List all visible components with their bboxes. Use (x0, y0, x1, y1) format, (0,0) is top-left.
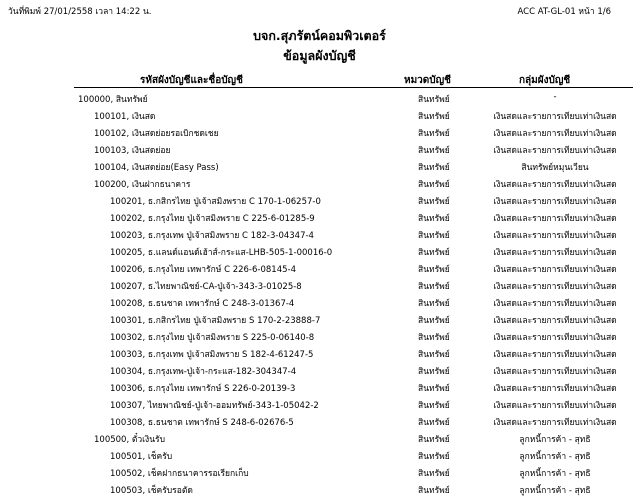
report-code: ACC AT-GL-01 หน้า 1/6 (517, 7, 611, 17)
account-group: เงินสดและรายการเทียบเท่าเงินสด (493, 214, 617, 224)
account-group: เงินสดและรายการเทียบเท่าเงินสด (493, 401, 617, 411)
account-row (0, 313, 639, 330)
account-category: สินทรัพย์ (418, 401, 450, 411)
account-category: สินทรัพย์ (418, 129, 450, 139)
account-row (0, 483, 639, 500)
account-group: เงินสดและรายการเทียบเท่าเงินสด (493, 129, 617, 139)
account-category: สินทรัพย์ (418, 486, 450, 496)
account-row (0, 347, 639, 364)
account-group: เงินสดและรายการเทียบเท่าเงินสด (493, 367, 617, 377)
account-row (0, 245, 639, 262)
account-group: เงินสดและรายการเทียบเท่าเงินสด (493, 112, 617, 122)
account-code-name: 100502, เช็คฝากธนาคารรอเรียกเก็บ (110, 469, 249, 479)
account-row (0, 92, 639, 109)
account-code-name: 100306, ธ.กรุงไทย เทพารักษ์ S 226-0-20139-3 (110, 384, 296, 394)
account-category: สินทรัพย์ (418, 350, 450, 360)
account-code-name: 100207, ธ.ไทยพาณิชย์-CA-ปู่เจ้า-343-3-01025-8 (110, 282, 302, 292)
account-row (0, 449, 639, 466)
account-category: สินทรัพย์ (418, 180, 450, 190)
account-code-name: 100500, ตั๋วเงินรับ (94, 435, 165, 445)
account-category: สินทรัพย์ (418, 265, 450, 275)
account-row (0, 177, 639, 194)
account-code-name: 100203, ธ.กรุงเทพ ปู่เจ้าสมิงพราย C 182-3-04347-4 (110, 231, 314, 241)
account-group: ลูกหนี้การค้า - สุทธิ (519, 469, 591, 479)
account-group: - (553, 92, 557, 102)
account-category: สินทรัพย์ (418, 95, 450, 105)
account-code-name: 100307, ไทยพาณิชย์-ปู่เจ้า-ออมทรัพย์-343-1-05042-2 (110, 401, 319, 411)
account-category: สินทรัพย์ (418, 112, 450, 122)
account-group: ลูกหนี้การค้า - สุทธิ (519, 435, 591, 445)
account-group: เงินสดและรายการเทียบเท่าเงินสด (493, 316, 617, 326)
account-code-name: 100205, ธ.แลนด์แอนด์เฮ้าส์-กระแส-LHB-505-1-00016-0 (110, 248, 333, 258)
header-divider (74, 87, 633, 88)
account-category: สินทรัพย์ (418, 197, 450, 207)
account-row (0, 143, 639, 160)
account-code-name: 100503, เช็ครับรอตัด (110, 486, 193, 496)
account-group: ลูกหนี้การค้า - สุทธิ (519, 452, 591, 462)
column-header-category: หมวดบัญชี (404, 75, 451, 86)
account-code-name: 100201, ธ.กสิกรไทย ปู่เจ้าสมิงพราย C 170-1-06257-0 (110, 197, 321, 207)
account-row (0, 279, 639, 296)
account-code-name: 100302, ธ.กรุงไทย ปู่เจ้าสมิงพราย S 225-0-06140-8 (110, 333, 315, 343)
account-group: เงินสดและรายการเทียบเท่าเงินสด (493, 265, 617, 275)
account-category: สินทรัพย์ (418, 333, 450, 343)
account-category: สินทรัพย์ (418, 214, 450, 224)
account-row (0, 126, 639, 143)
account-code-name: 100202, ธ.กรุงไทย ปู่เจ้าสมิงพราย C 225-6-01285-9 (110, 214, 315, 224)
account-code-name: 100206, ธ.กรุงไทย เทพารักษ์ C 226-6-08145-4 (110, 265, 296, 275)
account-group: สินทรัพย์หมุนเวียน (521, 163, 589, 173)
account-category: สินทรัพย์ (418, 418, 450, 428)
account-group: เงินสดและรายการเทียบเท่าเงินสด (493, 282, 617, 292)
account-row (0, 296, 639, 313)
account-row (0, 160, 639, 177)
account-row (0, 415, 639, 432)
account-list (0, 92, 639, 500)
account-category: สินทรัพย์ (418, 469, 450, 479)
account-group: เงินสดและรายการเทียบเท่าเงินสด (493, 299, 617, 309)
account-category: สินทรัพย์ (418, 231, 450, 241)
account-row (0, 109, 639, 126)
account-group: เงินสดและรายการเทียบเท่าเงินสด (493, 146, 617, 156)
account-group: เงินสดและรายการเทียบเท่าเงินสด (493, 350, 617, 360)
account-group: เงินสดและรายการเทียบเท่าเงินสด (493, 333, 617, 343)
account-group: เงินสดและรายการเทียบเท่าเงินสด (493, 384, 617, 394)
account-category: สินทรัพย์ (418, 384, 450, 394)
account-category: สินทรัพย์ (418, 316, 450, 326)
account-category: สินทรัพย์ (418, 282, 450, 292)
account-code-name: 100104, เงินสดย่อย(Easy Pass) (94, 163, 219, 173)
account-row (0, 364, 639, 381)
account-group: เงินสดและรายการเทียบเท่าเงินสด (493, 180, 617, 190)
company-name: บจก.สุภรัตน์คอมพิวเตอร์ (253, 28, 386, 43)
account-row (0, 330, 639, 347)
account-group: ลูกหนี้การค้า - สุทธิ (519, 486, 591, 496)
account-row (0, 194, 639, 211)
account-code-name: 100501, เช็ครับ (110, 452, 173, 462)
account-row (0, 262, 639, 279)
account-category: สินทรัพย์ (418, 146, 450, 156)
account-code-name: 100303, ธ.กรุงเทพ ปู่เจ้าสมิงพราย S 182-4-61247-5 (110, 350, 314, 360)
account-code-name: 100103, เงินสดย่อย (94, 146, 171, 156)
account-code-name: 100304, ธ.กรุงเทพ-ปู่เจ้า-กระแส-182-304347-4 (110, 367, 297, 377)
account-code-name: 100102, เงินสดย่อยรอเบิกชดเชย (94, 129, 219, 139)
account-code-name: 100101, เงินสด (94, 112, 156, 122)
print-date: วันที่พิมพ์ 27/01/2558 เวลา 14:22 น. (8, 7, 152, 17)
account-code-name: 100301, ธ.กสิกรไทย ปู่เจ้าสมิงพราย S 170-2-23888-7 (110, 316, 321, 326)
account-group: เงินสดและรายการเทียบเท่าเงินสด (493, 248, 617, 258)
account-category: สินทรัพย์ (418, 248, 450, 258)
account-code-name: 100308, ธ.ธนชาต เทพารักษ์ S 248-6-02676-5 (110, 418, 294, 428)
account-code-name: 100208, ธ.ธนชาต เทพารักษ์ C 248-3-01367-4 (110, 299, 295, 309)
account-row (0, 211, 639, 228)
account-code-name: 100200, เงินฝากธนาคาร (94, 180, 191, 190)
account-group: เงินสดและรายการเทียบเท่าเงินสด (493, 231, 617, 241)
column-header-account: รหัสผังบัญชีและชื่อบัญชี (140, 75, 243, 86)
account-row (0, 432, 639, 449)
account-code-name: 100000, สินทรัพย์ (78, 95, 148, 105)
account-category: สินทรัพย์ (418, 367, 450, 377)
account-row (0, 466, 639, 483)
account-group: เงินสดและรายการเทียบเท่าเงินสด (493, 418, 617, 428)
account-row (0, 228, 639, 245)
account-category: สินทรัพย์ (418, 452, 450, 462)
account-category: สินทรัพย์ (418, 299, 450, 309)
account-category: สินทรัพย์ (418, 435, 450, 445)
account-row (0, 398, 639, 415)
account-category: สินทรัพย์ (418, 163, 450, 173)
account-row (0, 381, 639, 398)
account-group: เงินสดและรายการเทียบเท่าเงินสด (493, 197, 617, 207)
report-title: ข้อมูลผังบัญชี (283, 48, 356, 63)
column-header-group: กลุ่มผังบัญชี (519, 75, 571, 86)
